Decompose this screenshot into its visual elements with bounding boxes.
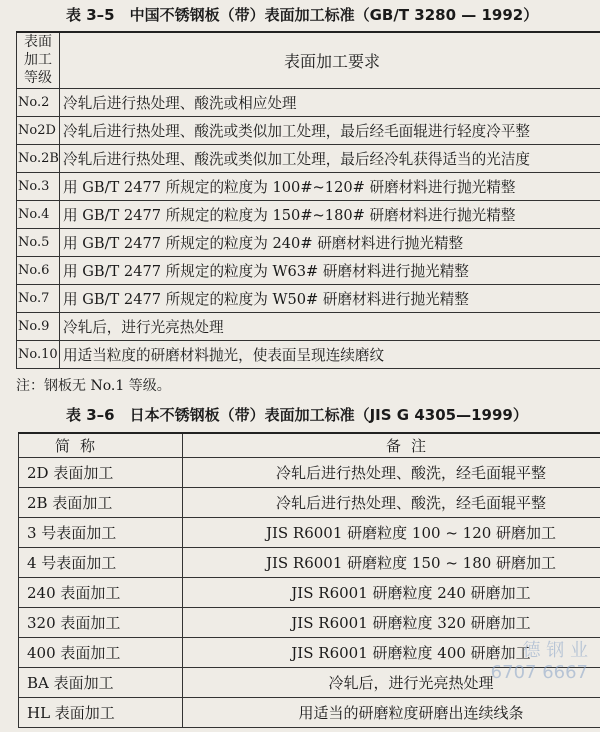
table-row <box>19 577 600 607</box>
table-row <box>17 88 600 116</box>
name-cell: BA 表面加工 <box>19 667 183 697</box>
table-row <box>17 144 600 172</box>
remark-cell: JIS R6001 研磨粒度 100 ~ 120 研磨加工 <box>183 517 600 547</box>
requirement-cell: 冷轧后进行热处理、酸洗或类似加工处理，最后经冷轧获得适当的光洁度 <box>60 144 600 172</box>
table-row <box>19 697 600 727</box>
grade-cell: No.6 <box>17 256 60 284</box>
grade-cell: No.7 <box>17 284 60 312</box>
header-remark: 备注 <box>183 433 600 457</box>
china-surface-finish-table <box>16 31 600 369</box>
name-cell: 2D 表面加工 <box>19 457 183 487</box>
table2-caption: 表 3–6 日本不锈钢板（带）表面加工标准（JIS G 4305—1999） <box>66 406 528 424</box>
remark-cell: JIS R6001 研磨粒度 240 研磨加工 <box>183 577 600 607</box>
table-row <box>17 228 600 256</box>
requirement-cell: 用适当粒度的研磨材料抛光，使表面呈现连续磨纹 <box>60 340 600 368</box>
name-cell: 400 表面加工 <box>19 637 183 667</box>
remark-cell: JIS R6001 研磨粒度 400 研磨加工 <box>183 637 600 667</box>
table-row <box>17 200 600 228</box>
remark-cell: 冷轧后进行热处理、酸洗，经毛面辊平整 <box>183 487 600 517</box>
grade-cell: No.5 <box>17 228 60 256</box>
remark-cell: 冷轧后进行热处理、酸洗，经毛面辊平整 <box>183 457 600 487</box>
table-header-row <box>17 32 600 88</box>
table-row <box>19 547 600 577</box>
header-grade: 表面加工等级 <box>17 32 60 88</box>
header-requirement: 表面加工要求 <box>60 32 600 88</box>
table-header-row <box>19 433 600 457</box>
requirement-cell: 用 GB/T 2477 所规定的粒度为 150#~180# 研磨材料进行抛光精整 <box>60 200 600 228</box>
name-cell: 320 表面加工 <box>19 607 183 637</box>
requirement-cell: 用 GB/T 2477 所规定的粒度为 W63# 研磨材料进行抛光精整 <box>60 256 600 284</box>
remark-cell: JIS R6001 研磨粒度 150 ~ 180 研磨加工 <box>183 547 600 577</box>
requirement-cell: 用 GB/T 2477 所规定的粒度为 100#~120# 研磨材料进行抛光精整 <box>60 172 600 200</box>
table-row <box>19 607 600 637</box>
grade-cell: No.2 <box>17 88 60 116</box>
table-row <box>17 312 600 340</box>
name-cell: 3 号表面加工 <box>19 517 183 547</box>
grade-cell: No.10 <box>17 340 60 368</box>
grade-cell: No.9 <box>17 312 60 340</box>
table1-caption: 表 3–5 中国不锈钢板（带）表面加工标准（GB/T 3280 — 1992） <box>66 6 539 24</box>
grade-cell: No.2B <box>17 144 60 172</box>
table-row <box>17 172 600 200</box>
name-cell: 4 号表面加工 <box>19 547 183 577</box>
table-row <box>19 517 600 547</box>
remark-cell: 冷轧后，进行光亮热处理 <box>183 667 600 697</box>
name-cell: 2B 表面加工 <box>19 487 183 517</box>
table-row <box>17 256 600 284</box>
requirement-cell: 冷轧后，进行光亮热处理 <box>60 312 600 340</box>
grade-cell: No.3 <box>17 172 60 200</box>
requirement-cell: 冷轧后进行热处理、酸洗或类似加工处理，最后经毛面辊进行轻度冷平整 <box>60 116 600 144</box>
watermark: 德 钢 业 6707 6667 <box>490 640 588 683</box>
table-row <box>17 284 600 312</box>
requirement-cell: 用 GB/T 2477 所规定的粒度为 240# 研磨材料进行抛光精整 <box>60 228 600 256</box>
header-name: 简称 <box>19 433 183 457</box>
remark-cell: JIS R6001 研磨粒度 320 研磨加工 <box>183 607 600 637</box>
table-row <box>19 487 600 517</box>
table-row <box>17 116 600 144</box>
table1-note: 注：钢板无 No.1 等级。 <box>16 378 171 394</box>
grade-cell: No.4 <box>17 200 60 228</box>
name-cell: HL 表面加工 <box>19 697 183 727</box>
remark-cell: 用适当的研磨粒度研磨出连续线条 <box>183 697 600 727</box>
name-cell: 240 表面加工 <box>19 577 183 607</box>
table-row <box>19 457 600 487</box>
table-row <box>17 340 600 368</box>
requirement-cell: 冷轧后进行热处理、酸洗或相应处理 <box>60 88 600 116</box>
grade-cell: No2D <box>17 116 60 144</box>
requirement-cell: 用 GB/T 2477 所规定的粒度为 W50# 研磨材料进行抛光精整 <box>60 284 600 312</box>
